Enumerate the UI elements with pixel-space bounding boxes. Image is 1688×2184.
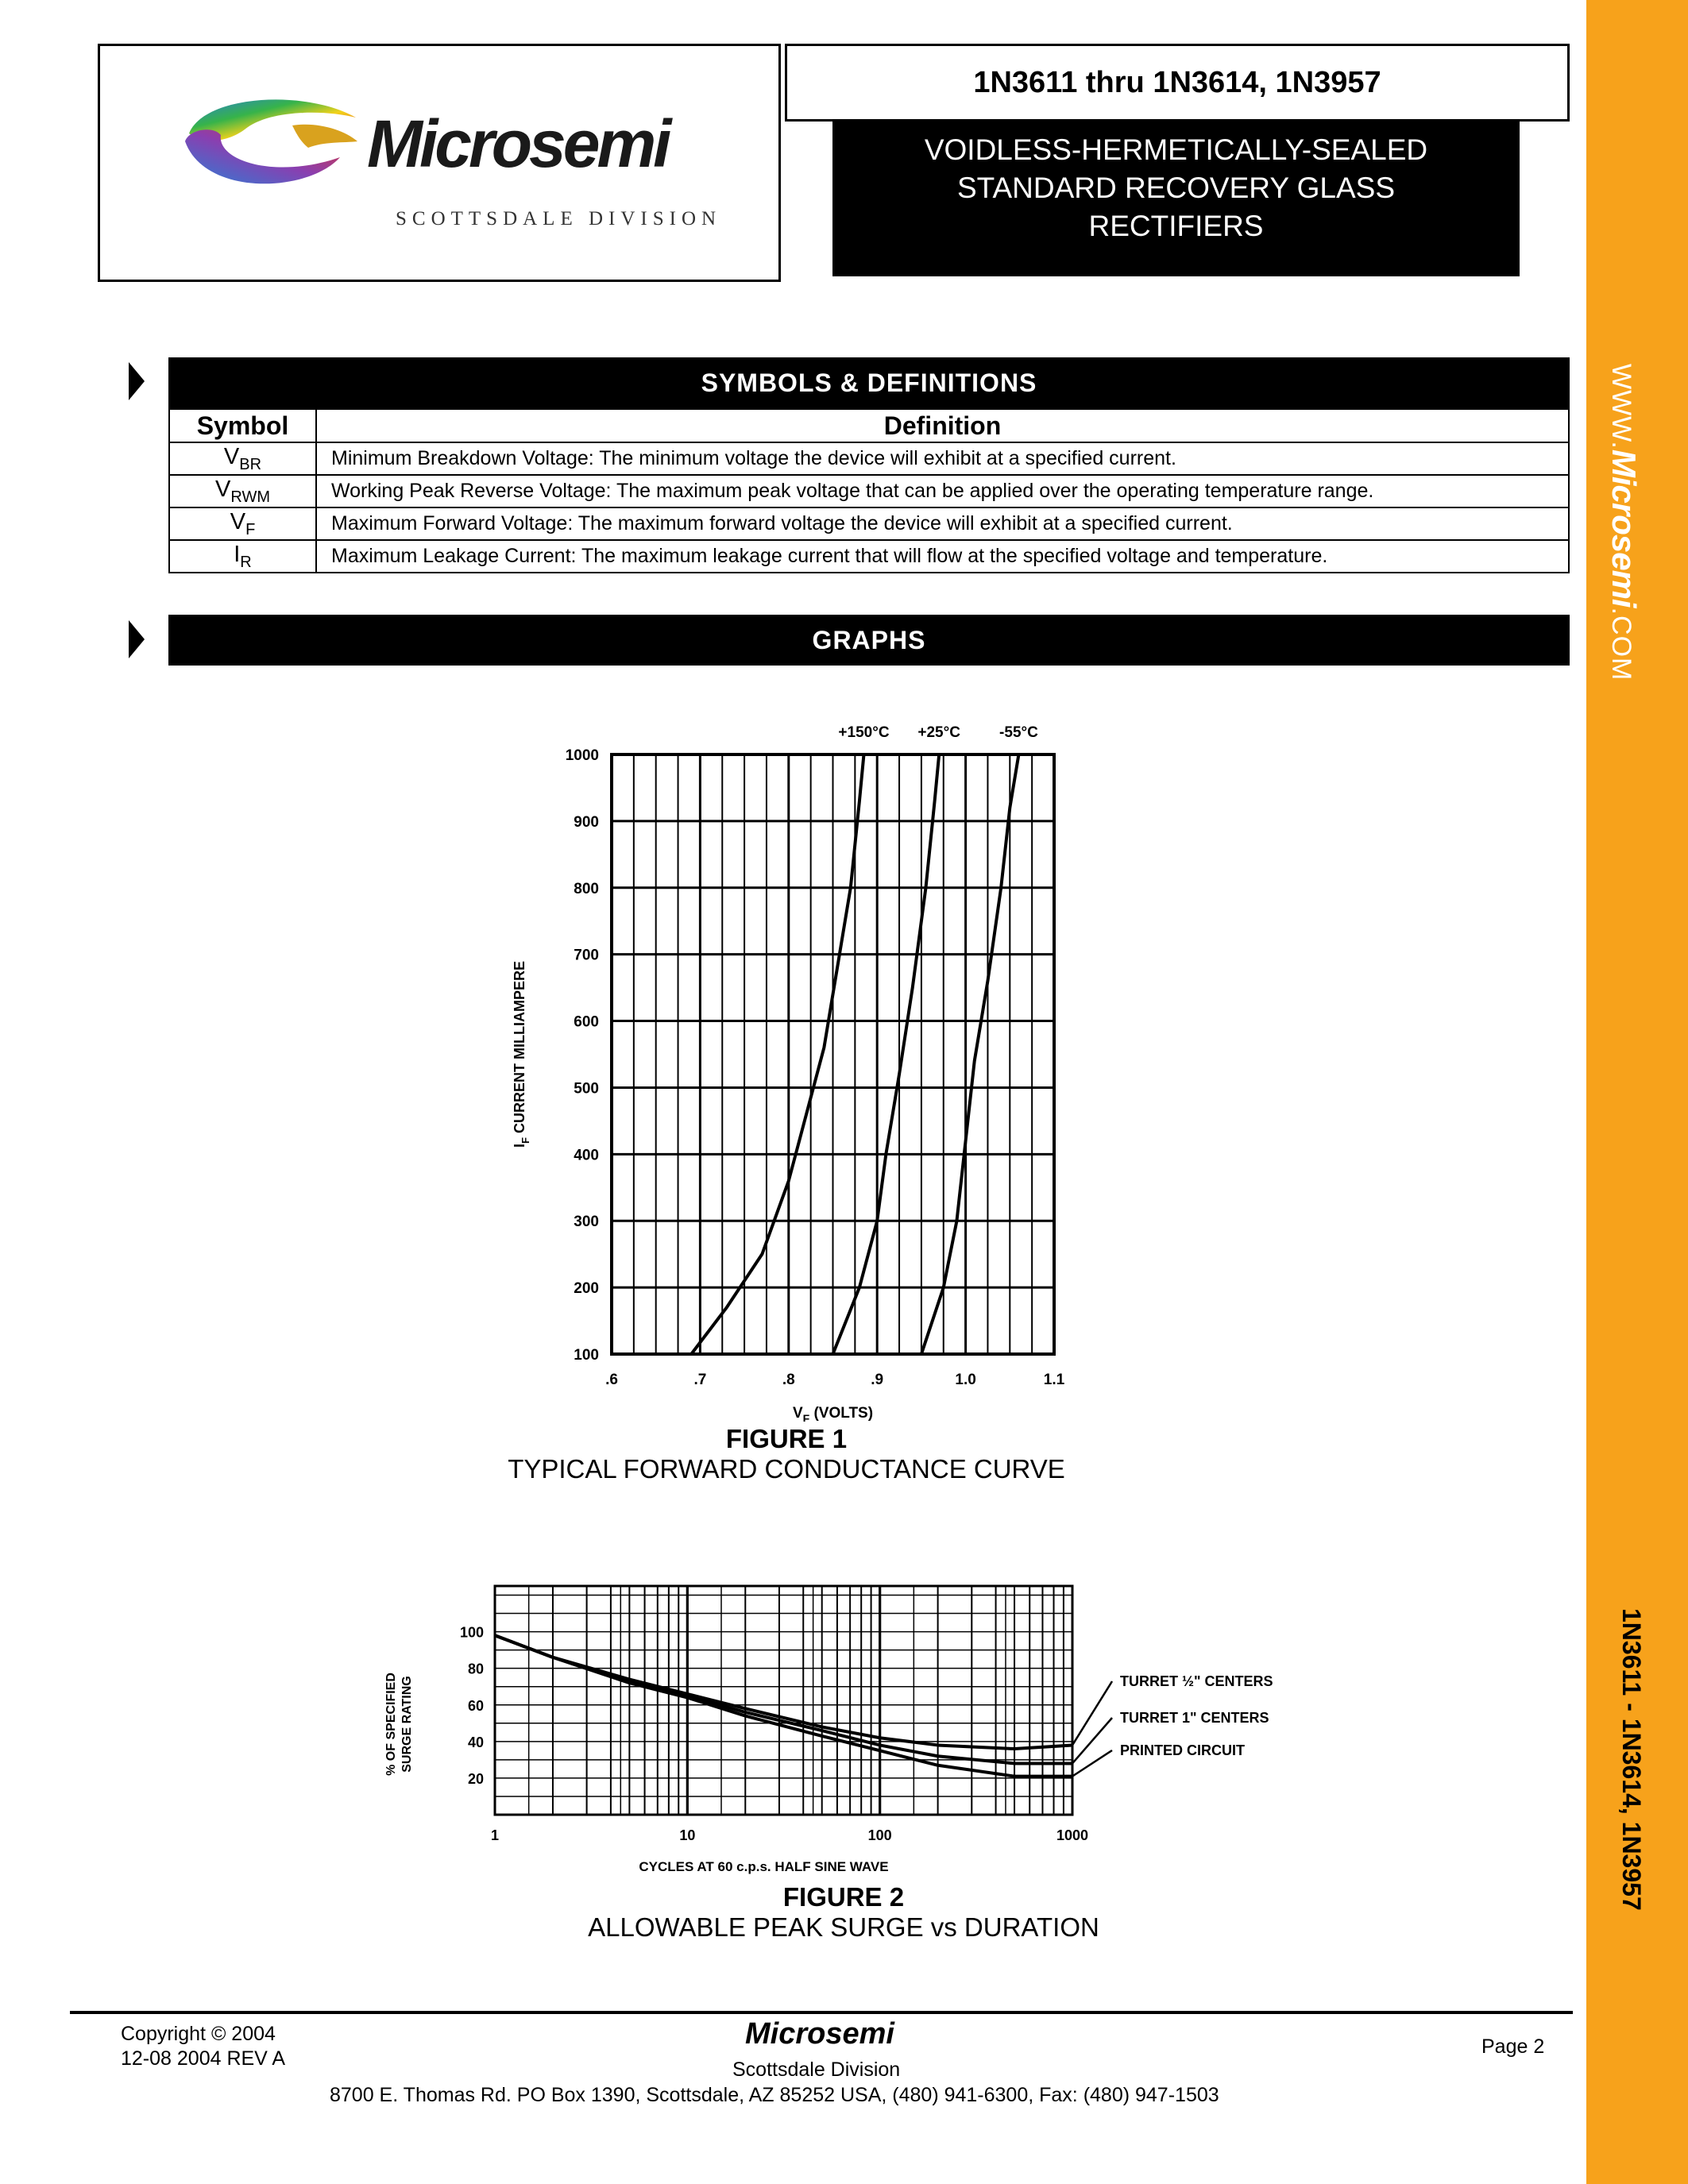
definition-cell: Maximum Forward Voltage: The maximum forward voltage the device will exhibit at a specified current.: [316, 507, 1569, 540]
symbol-cell: $V_{BR}$: [169, 442, 316, 475]
y-tick-label: 500: [574, 1080, 599, 1098]
table-row: [169, 540, 1569, 573]
figure2-title: ALLOWABLE PEAK SURGE vs DURATION: [588, 1912, 1099, 1942]
y-tick-label: 20: [467, 1770, 484, 1787]
page-number: Page 2: [1481, 2035, 1545, 2058]
y-tick-label: 800: [574, 880, 599, 897]
forward-conductance-chart: [477, 707, 1112, 1422]
footer-company: Microsemi: [745, 2017, 894, 2051]
title-line: STANDARD RECOVERY GLASS: [956, 172, 1396, 204]
figure2-caption: [446, 1882, 1241, 1943]
y-tick-label: 60: [467, 1697, 484, 1714]
x-tick-label: .7: [693, 1372, 707, 1388]
symbols-table: [168, 408, 1570, 573]
x-tick-label: .9: [871, 1372, 884, 1388]
website-suffix: .COM: [1606, 607, 1636, 681]
website-prefix: WWW.: [1606, 364, 1636, 450]
x-tick-label: 1: [490, 1827, 500, 1843]
logo-division: SCOTTSDALE DIVISION: [396, 208, 722, 230]
series-line-2: [833, 754, 940, 1354]
x-tick-label: .6: [605, 1372, 618, 1388]
series-line-1: [495, 1635, 1072, 1749]
title-line: RECTIFIERS: [1088, 210, 1264, 242]
graphs-section-header: GRAPHS: [168, 615, 1570, 666]
y-tick-label: 40: [467, 1734, 484, 1750]
series-label: -55°C: [999, 724, 1038, 741]
series-line-3: [495, 1635, 1072, 1776]
symbol-cell: $V_{RWM}$: [169, 475, 316, 507]
figure1-title: TYPICAL FORWARD CONDUCTANCE CURVE: [508, 1454, 1065, 1484]
series-line-3: [921, 754, 1019, 1354]
revision: 12-08 2004 REV A: [121, 2047, 286, 2070]
website-url[interactable]: [1605, 364, 1643, 681]
figure1-number: FIGURE 1: [725, 1424, 848, 1453]
logo-wordmark: Microsemi: [367, 106, 669, 181]
y-axis-label: % OF SPECIFIED: [384, 1673, 398, 1776]
x-tick-label: 1.0: [955, 1372, 976, 1388]
x-tick-label: 100: [867, 1827, 892, 1843]
leader-line: [1072, 1750, 1112, 1777]
document-title: [832, 122, 1520, 276]
x-tick-label: 1000: [1056, 1827, 1089, 1843]
part-numbers: 1N3611 thru 1N3614, 1N3957: [785, 44, 1570, 122]
x-tick-label: 10: [679, 1827, 696, 1843]
series-line-2: [495, 1635, 1072, 1763]
table-row: [169, 475, 1569, 507]
footer-divider: [70, 2011, 1573, 2014]
symbol-cell: $V_F$: [169, 507, 316, 540]
series-label: +25°C: [917, 724, 960, 741]
symbol-column-header: Symbol: [169, 409, 316, 442]
y-tick-label: 600: [574, 1013, 599, 1031]
x-tick-label: .8: [782, 1372, 795, 1388]
series-label: +150°C: [838, 724, 890, 741]
microsemi-logo-icon: [173, 86, 372, 197]
x-tick-label: 1.1: [1043, 1372, 1065, 1388]
series-label: TURRET ½" CENTERS: [1120, 1673, 1273, 1689]
website-brand: Microsemi: [1605, 449, 1643, 608]
footer-address: 8700 E. Thomas Rd. PO Box 1390, Scottsdale, AZ 85252 USA, (480) 941-6300, Fax: (480) 947-1503: [330, 2084, 1219, 2106]
y-tick-label: 700: [574, 947, 599, 964]
section-arrow-icon: [129, 620, 145, 658]
y-tick-label: 900: [574, 813, 599, 831]
footer-division: Scottsdale Division: [732, 2059, 901, 2081]
definition-column-header: Definition: [316, 409, 1569, 442]
definition-cell: Working Peak Reverse Voltage: The maximum peak voltage that can be applied over the operating temperature range.: [316, 475, 1569, 507]
leader-line: [1072, 1681, 1112, 1745]
symbols-section-header: SYMBOLS & DEFINITIONS: [168, 357, 1570, 408]
y-tick-label: 1000: [565, 747, 599, 764]
series-label: TURRET 1" CENTERS: [1120, 1710, 1269, 1726]
copyright: Copyright © 2004: [121, 2023, 276, 2045]
y-axis-label: SURGE RATING: [400, 1676, 414, 1773]
y-tick-label: 400: [574, 1147, 599, 1164]
definition-cell: Maximum Leakage Current: The maximum leakage current that will flow at the specified voltage and temperature.: [316, 540, 1569, 573]
y-tick-label: 200: [574, 1280, 599, 1298]
leader-line: [1072, 1718, 1112, 1763]
peak-surge-chart: [373, 1576, 1366, 1874]
series-line-1: [691, 754, 863, 1354]
symbol-cell: $I_R$: [169, 540, 316, 573]
side-part-range: 1N3611 - 1N3614, 1N3957: [1617, 1608, 1646, 1911]
x-axis-label: $V_F$ (VOLTS): [792, 1405, 874, 1422]
table-row: [169, 507, 1569, 540]
y-tick-label: 300: [574, 1214, 599, 1231]
table-row: [169, 442, 1569, 475]
section-arrow-icon: [129, 362, 145, 400]
y-axis-label: $I_F$ CURRENT MILLIAMPERE: [512, 961, 531, 1148]
plot-frame: [495, 1586, 1072, 1815]
definition-cell: Minimum Breakdown Voltage: The minimum voltage the device will exhibit at a specified current.: [316, 442, 1569, 475]
title-line: VOIDLESS-HERMETICALLY-SEALED: [924, 133, 1428, 166]
y-tick-label: 100: [574, 1347, 599, 1364]
figure1-caption: [389, 1424, 1184, 1484]
y-tick-label: 100: [459, 1624, 484, 1641]
figure2-number: FIGURE 2: [782, 1882, 905, 1912]
series-label: PRINTED CIRCUIT: [1120, 1742, 1245, 1758]
table-header-row: [169, 409, 1569, 442]
x-axis-label: CYCLES AT 60 c.p.s. HALF SINE WAVE: [639, 1859, 889, 1874]
y-tick-label: 80: [467, 1661, 484, 1677]
